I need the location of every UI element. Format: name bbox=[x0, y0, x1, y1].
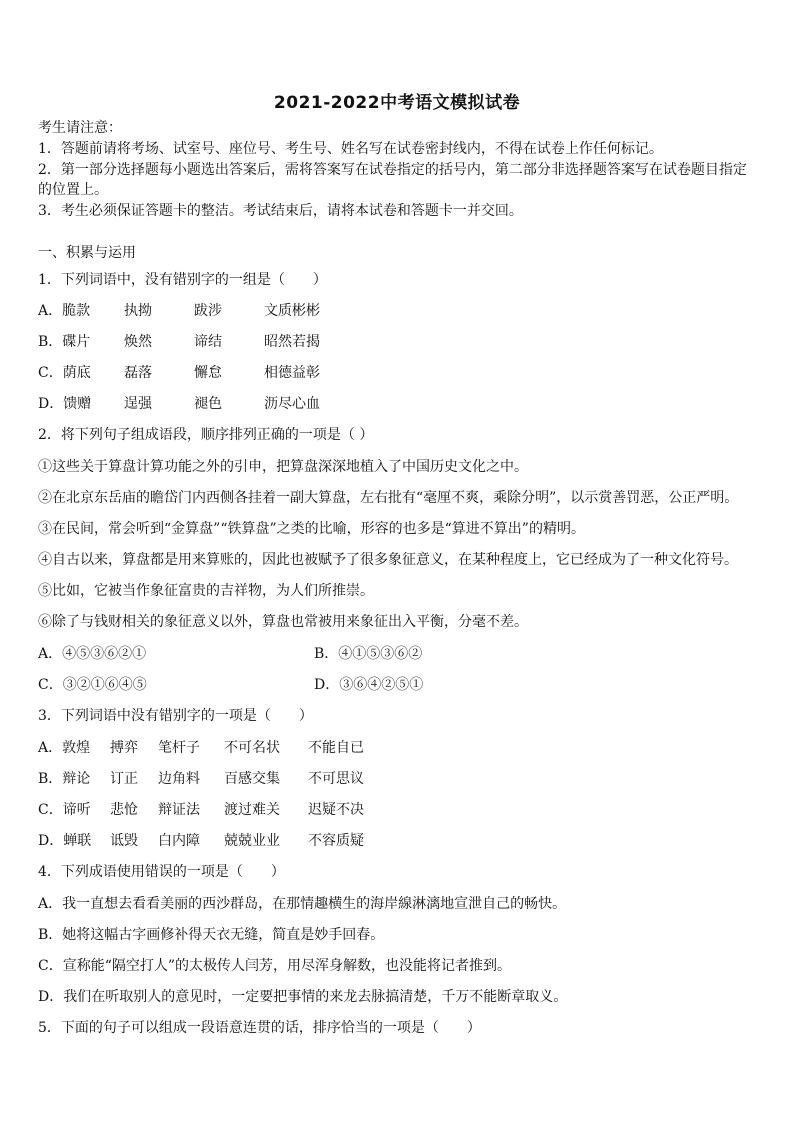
option-word: 不可名状 bbox=[224, 740, 280, 756]
notice-item-1: 1．答题前请将考场、试室号、座位号、考生号、姓名写在试卷密封线内，不得在试卷上作任何标记。 bbox=[38, 141, 663, 157]
question-2-sentence: ①这些关于算盘计算功能之外的引申，把算盘深深地植入了中国历史文化之中。 bbox=[38, 459, 528, 475]
question-3-stem: 3．下列词语中没有错别字的一项是（ ） bbox=[38, 708, 313, 724]
option-word: 谛结 bbox=[194, 334, 222, 350]
notice-item-2: 2．第一部分选择题每小题选出答案后，需将答案写在试卷指定的括号内，第二部分非选择题答案写在试卷题目指定的位置上。 bbox=[38, 162, 747, 198]
notice-heading: 考生请注意： bbox=[38, 120, 122, 136]
option-word: 诋毁 bbox=[110, 833, 138, 849]
question-4-option-a: A．我一直想去看看美丽的西沙群岛，在那情趣横生的海岸線淋漓地宣泄自己的畅快。 bbox=[38, 896, 567, 912]
question-1-stem: 1．下列词语中，没有错别字的一组是（ ） bbox=[38, 272, 327, 288]
question-2-option-a: A．④⑤③⑥②① bbox=[38, 646, 147, 662]
option-word: 搏弈 bbox=[110, 740, 138, 756]
option-word: 焕然 bbox=[124, 334, 152, 350]
option-word: 跋涉 bbox=[194, 303, 222, 319]
option-word: 边角料 bbox=[158, 771, 200, 787]
option-word: 悲怆 bbox=[110, 802, 138, 818]
option-word: 辩证法 bbox=[158, 802, 200, 818]
option-word: A．敦煌 bbox=[38, 740, 91, 756]
option-word: 迟疑不决 bbox=[308, 802, 364, 818]
option-word: 百感交集 bbox=[224, 771, 280, 787]
question-2-stem: 2．将下列句子组成语段，顺序排列正确的一项是（ ） bbox=[38, 427, 374, 443]
option-word: 执拗 bbox=[124, 303, 152, 319]
question-4-option-b: B．她将这幅古字画修补得天衣无缝，简直是妙手回春。 bbox=[38, 927, 385, 943]
option-word: 沥尽心血 bbox=[264, 396, 320, 412]
option-word: 订正 bbox=[110, 771, 138, 787]
question-4-stem: 4．下列成语使用错误的一项是（ ） bbox=[38, 864, 285, 880]
option-word: D．馈赠 bbox=[38, 396, 92, 412]
option-word: D．蝉联 bbox=[38, 833, 92, 849]
option-word: 相德益彰 bbox=[264, 365, 320, 381]
option-word: B．碟片 bbox=[38, 334, 91, 350]
question-2-sentence: ②在北京东岳庙的瞻岱门内西侧各挂着一副大算盘，左右批有“毫厘不爽，乘除分明”，以示赏善罚恶，公正严明。 bbox=[38, 490, 739, 506]
option-word: 懈怠 bbox=[194, 365, 222, 381]
question-2-sentence: ④自古以来，算盘都是用来算账的，因此也被赋予了很多象征意义，在某种程度上，它已经成为了一种文化符号。 bbox=[38, 552, 738, 568]
option-word: 笔杆子 bbox=[158, 740, 200, 756]
option-word: C．荫底 bbox=[38, 365, 91, 381]
option-word: 兢兢业业 bbox=[224, 833, 280, 849]
question-2-option-d: D．③⑥④②⑤① bbox=[314, 677, 424, 693]
question-2-sentence: ⑥除了与钱财相关的象征意义以外，算盘也常被用来象征出入平衡，分毫不差。 bbox=[38, 614, 528, 630]
option-word: 渡过难关 bbox=[224, 802, 280, 818]
question-5-stem: 5．下面的句子可以组成一段语意连贯的话，排序恰当的一项是（ ） bbox=[38, 1020, 481, 1036]
option-word: B．辩论 bbox=[38, 771, 91, 787]
question-4-option-c: C．宣称能“隔空打人”的太极传人闫芳，用尽浑身解数，也没能将记者推到。 bbox=[38, 958, 512, 974]
question-2-sentence: ③在民间，常会听到“金算盘”“铁算盘”之类的比喻，形容的也多是“算进不算出”的精明。 bbox=[38, 521, 585, 537]
option-word: 不可思议 bbox=[308, 771, 364, 787]
option-word: 磊落 bbox=[124, 365, 152, 381]
option-word: 褪色 bbox=[194, 396, 222, 412]
option-word: C．谛听 bbox=[38, 802, 91, 818]
option-word: A．脆款 bbox=[38, 303, 91, 319]
question-2-option-c: C．③②①⑥④⑤ bbox=[38, 677, 147, 693]
question-2-sentence: ⑤比如，它被当作象征富贵的吉祥物，为人们所推崇。 bbox=[38, 583, 374, 599]
option-word: 逞强 bbox=[124, 396, 152, 412]
page-title: 2021-2022中考语文模拟试卷 bbox=[273, 93, 521, 113]
question-2-option-b: B．④①⑤③⑥② bbox=[314, 646, 423, 662]
option-word: 文质彬彬 bbox=[264, 303, 320, 319]
option-word: 白内障 bbox=[158, 833, 200, 849]
option-word: 昭然若揭 bbox=[264, 334, 320, 350]
question-4-option-d: D．我们在听取别人的意见时，一定要把事情的来龙去脉搞清楚，千万不能断章取义。 bbox=[38, 989, 568, 1005]
option-word: 不能自已 bbox=[308, 740, 364, 756]
notice-item-3: 3．考生必须保证答题卡的整洁。考试结束后，请将本试卷和答题卡一并交回。 bbox=[38, 203, 523, 219]
section-heading: 一、积累与运用 bbox=[38, 245, 136, 261]
option-word: 不容质疑 bbox=[308, 833, 364, 849]
